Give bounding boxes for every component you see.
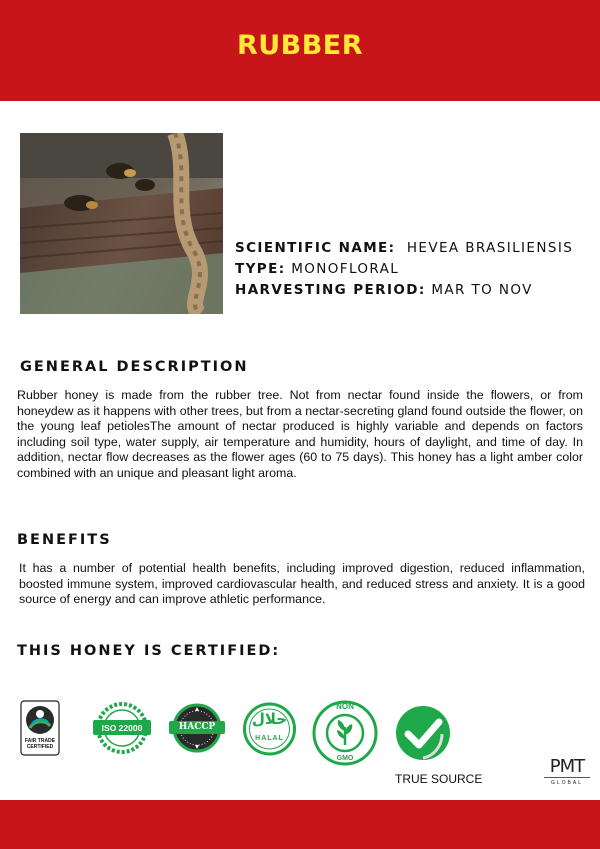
halal-label: HALAL — [255, 735, 284, 742]
fair-trade-line1: FAIR TRADE — [25, 738, 55, 744]
halal-arabic-text: حلال — [251, 710, 288, 728]
pmt-logo-text: PMT — [549, 756, 585, 777]
type-label: TYPE: — [235, 261, 286, 277]
pmt-global-logo — [538, 757, 596, 786]
footer-banner — [0, 800, 600, 849]
honey-bee-photo — [20, 133, 223, 314]
general-description-title: GENERAL DESCRIPTION — [20, 359, 249, 375]
fair-trade-line2: CERTIFIED — [26, 744, 54, 750]
benefits-title: BENEFITS — [17, 532, 112, 548]
certified-title: THIS HONEY IS CERTIFIED: — [17, 643, 281, 659]
header-banner — [0, 0, 600, 101]
harvesting-label: HARVESTING PERIOD: — [235, 282, 426, 298]
true-source-badge — [394, 704, 452, 762]
harvesting-row — [235, 280, 573, 301]
harvesting-value: MAR TO NOV — [431, 282, 533, 298]
iso-22000-badge — [89, 700, 155, 756]
page-title: RUBBER — [236, 30, 364, 61]
true-source-label: TRUE SOURCE — [395, 772, 483, 786]
bee-photo-image — [20, 133, 223, 314]
scientific-name-label: SCIENTIFIC NAME: — [235, 240, 396, 256]
haccp-badge — [166, 702, 228, 754]
non-gmo-bottom-label: GMO — [336, 755, 354, 762]
iso-label: ISO 22000 — [101, 723, 143, 733]
fair-trade-badge — [20, 700, 60, 756]
haccp-label: HACCP — [178, 722, 216, 732]
general-description-text: Rubber honey is made from the rubber tree. Not from nectar found inside the flowers, or from honeydew as it happens with other trees, but from a nectar-secreting gland found outside the flower, on the young leaf petiolesThe amount of nectar produced is highly variable and depends on factors including soil type, water supply, air temperature and humidity, hours of daylight, and time of day. In addition, nectar flow decreases as the flower ages (60 to 75 days). This honey has a light amber color combined with an unique and pleasant light aroma. — [17, 388, 583, 480]
benefits-text: It has a number of potential health benefits, including improved digestion, reduced inflammation, boosted immune system, improved cardiovascular health, and reduced stress and anxiety. It is a good source of energy and can improve athletic performance. — [19, 561, 585, 607]
honey-info — [235, 238, 573, 301]
non-gmo-top-label: NON — [336, 702, 354, 711]
type-value: MONOFLORAL — [291, 261, 400, 277]
check-mark-icon — [394, 704, 452, 762]
type-row — [235, 259, 573, 280]
scientific-name-row — [235, 238, 573, 259]
pmt-logo-subtext: GLOBAL — [544, 777, 590, 786]
non-gmo-badge — [311, 699, 379, 767]
scientific-name-value: HEVEA BRASILIENSIS — [406, 240, 574, 256]
halal-badge — [241, 702, 298, 756]
